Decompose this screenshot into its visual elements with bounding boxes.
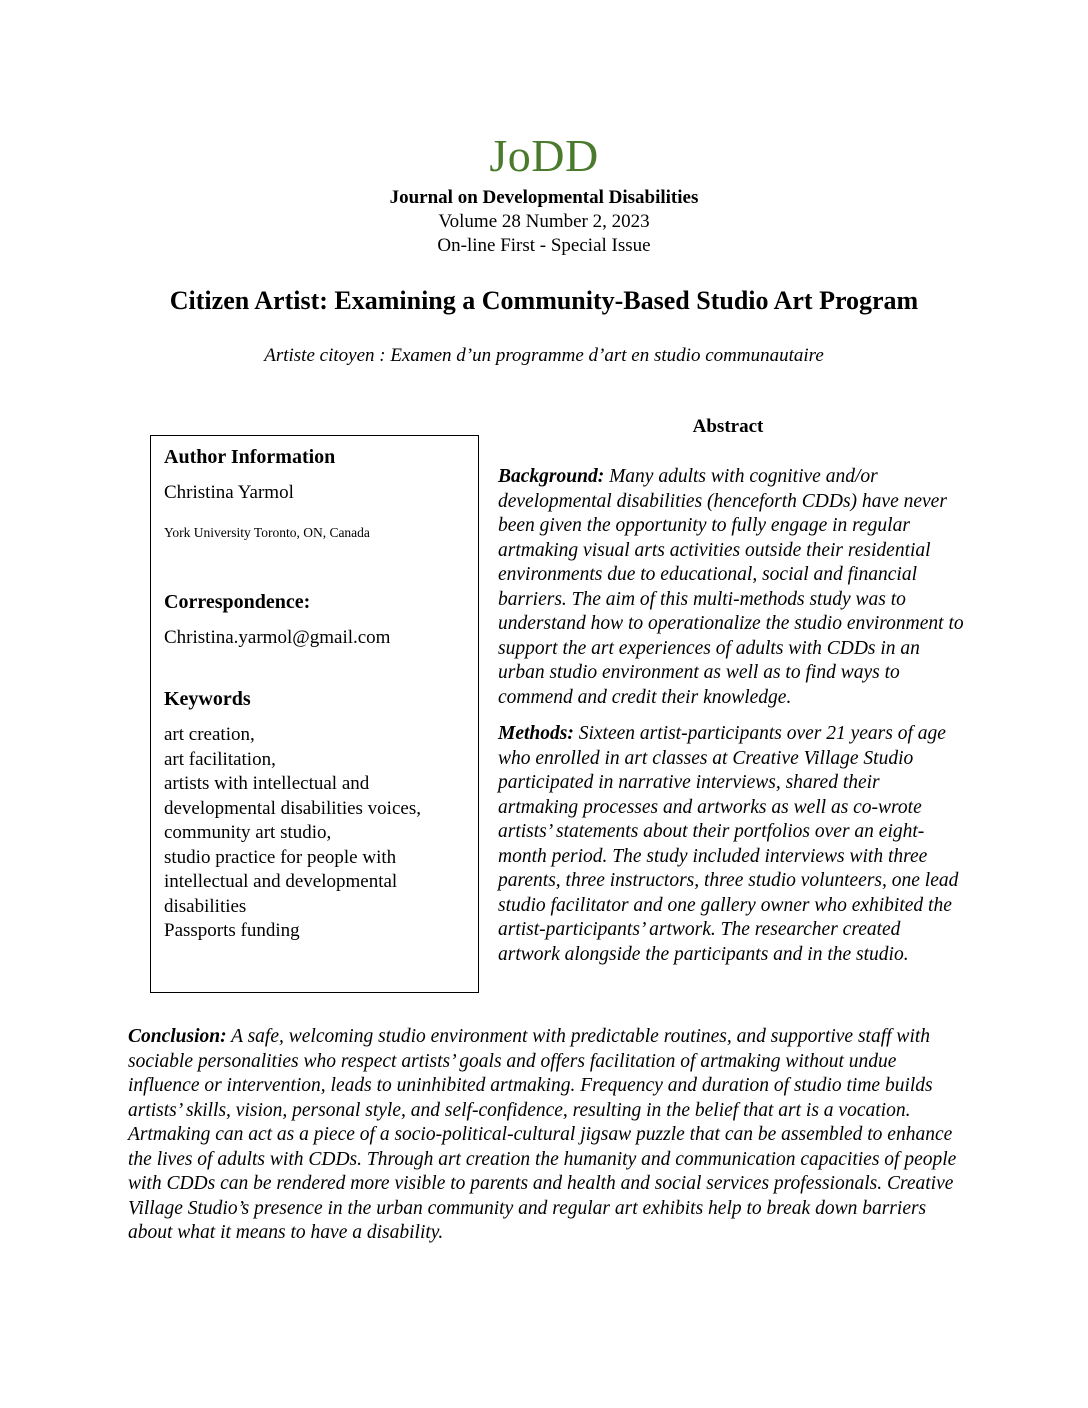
masthead bbox=[0, 130, 1088, 258]
volume-line: Volume 28 Number 2, 2023 bbox=[438, 211, 650, 232]
keyword-item: studio practice for people with intellectual and developmental disabilities bbox=[164, 846, 398, 917]
conclusion-label: Conclusion: bbox=[128, 1026, 227, 1047]
journal-name: Journal on Developmental Disabilities bbox=[389, 187, 699, 208]
abstract-column bbox=[498, 465, 964, 979]
correspondence-email: Christina.yarmol@gmail.com bbox=[164, 626, 391, 648]
keyword-item: Passports funding bbox=[164, 920, 300, 941]
keyword-item: art facilitation, bbox=[164, 748, 276, 770]
edition-line: On-line First - Special Issue bbox=[437, 235, 651, 256]
conclusion-text: A safe, welcoming studio environment with predictable routines, and supportive staff with sociable personalities who respect artists’ goals and offers facilitation of artmaking without undue influence or intervention, leads to uninhibited artmaking. Frequency and duration of studio time builds artists’ skills, vision, personal style, and self-confidence, resulting in the belief that art is a vocation. Artmaking can act as a piece of a socio-political-cultural jigsaw puzzle that can be assembled to enhance the lives of adults with CDDs. Through art creation the humanity and communication capacities of people with CDDs can be rendered more visible to parents and health and social services professionals. Creative Village Studio’s presence in the urban community and regular art exhibits help to break down barriers about what it means to have a disability. bbox=[128, 1026, 957, 1243]
author-information-box bbox=[150, 435, 479, 993]
abstract-methods bbox=[498, 722, 964, 967]
methods-text: Sixteen artist-participants over 21 years of age who enrolled in art classes at Creative Village Studio participated in narrative interviews, shared their artmaking processes and artworks as well as co-wrote artists’ statements about their portfolios over an eight-month period. The study included interviews with three parents, three instructors, three studio volunteers, one lead studio facilitator and one gallery owner who exhibited the artist-participants’ artwork. The researcher created artwork alongside the participants and in the studio. bbox=[498, 723, 959, 965]
article-title: Citizen Artist: Examining a Community-Based Studio Art Program bbox=[169, 286, 919, 315]
article-subtitle-french: Artiste citoyen : Examen d’un programme d’art en studio communautaire bbox=[264, 345, 824, 366]
abstract-heading: Abstract bbox=[692, 416, 764, 437]
keywords-heading: Keywords bbox=[164, 688, 251, 710]
background-label: Background: bbox=[498, 466, 605, 487]
correspondence-heading: Correspondence: bbox=[164, 590, 311, 613]
journal-logo: JoDD bbox=[489, 130, 599, 181]
abstract-background bbox=[498, 465, 964, 710]
keywords-list bbox=[164, 723, 478, 944]
author-name: Christina Yarmol bbox=[164, 482, 294, 503]
keyword-item: art creation, bbox=[164, 724, 255, 745]
abstract-conclusion bbox=[128, 1025, 962, 1246]
background-text: Many adults with cognitive and/or developmental disabilities (henceforth CDDs) have never been given the opportunity to fully engage in regular artmaking visual arts activities outside their residential environments due to educational, social and financial barriers. The aim of this multi-methods study was to understand how to operationalize the studio environment to support the art experiences of adults with CDDs in an urban studio environment as well as to find ways to commend and credit their knowledge. bbox=[498, 466, 964, 708]
methods-label: Methods: bbox=[498, 723, 574, 744]
keyword-item: community art studio, bbox=[164, 822, 332, 843]
keyword-item: artists with intellectual and developmental disabilities voices, bbox=[164, 773, 421, 819]
author-info-heading: Author Information bbox=[164, 446, 336, 468]
author-affiliation: York University Toronto, ON, Canada bbox=[164, 524, 370, 540]
